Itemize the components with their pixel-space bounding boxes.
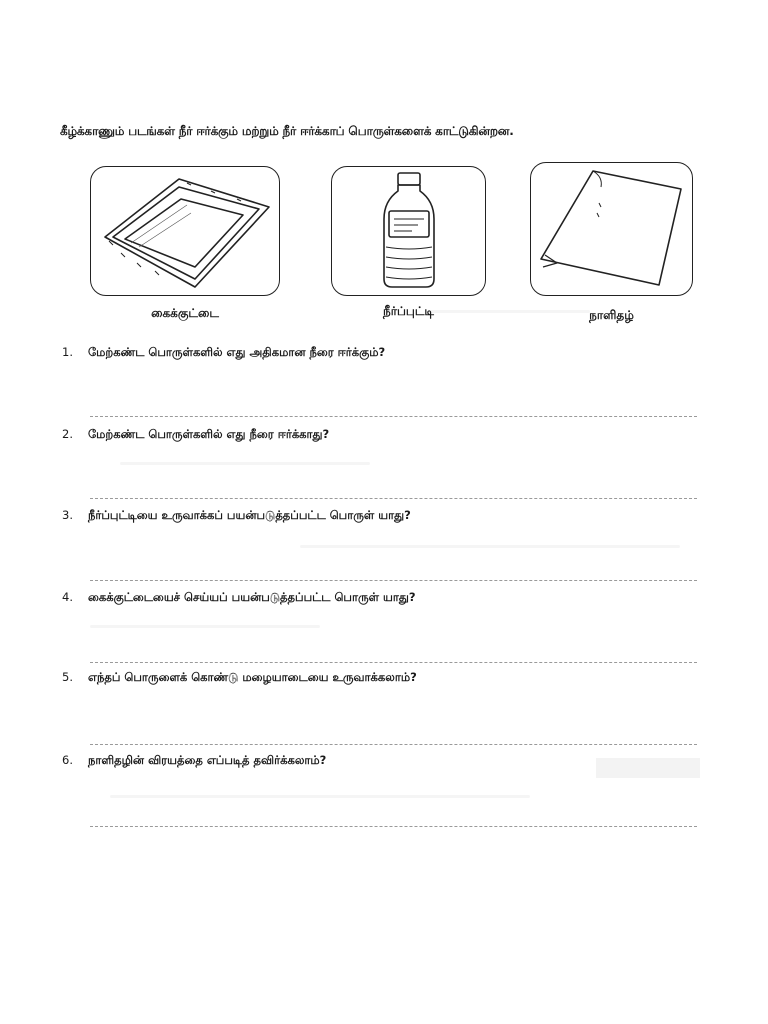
question-text: நீர்ப்புட்டியை உருவாக்கப் பயன்படுத்தப்பட்ட பொருள் யாது? [88, 508, 411, 522]
scan-bleed [90, 625, 320, 628]
picture-frame-newspaper [530, 162, 693, 296]
question-number: 4. [62, 590, 73, 604]
caption-water-bottle: நீர்ப்புட்டி [383, 304, 434, 318]
question-number: 6. [62, 753, 73, 767]
question-3 [62, 508, 411, 524]
question-number: 3. [62, 508, 73, 522]
water-bottle-icon [332, 167, 487, 297]
instruction-text: கீழ்க்காணும் படங்கள் நீர் ஈர்க்கும் மற்றும் நீர் ஈர்க்காப் பொருள்களைக் காட்டுகின்றன. [60, 124, 514, 138]
question-text: மேற்கண்ட பொருள்களில் எது நீரை ஈர்க்காது? [88, 427, 330, 441]
question-number: 5. [62, 670, 73, 684]
question-4 [62, 590, 416, 606]
answer-line-3[interactable] [90, 580, 697, 581]
scan-bleed [120, 462, 370, 465]
handkerchief-icon [91, 167, 281, 297]
picture-frame-handkerchief [90, 166, 280, 296]
newspaper-icon [531, 163, 694, 297]
answer-line-5[interactable] [90, 744, 697, 745]
question-2 [62, 427, 329, 443]
question-text: மேற்கண்ட பொருள்களில் எது அதிகமான நீரை ஈர்க்கும்? [88, 345, 386, 359]
question-text: எந்தப் பொருளைக் கொண்டு மழையாடையை உருவாக்கலாம்? [88, 670, 417, 684]
question-text: கைக்குட்டையைச் செய்யப் பயன்படுத்தப்பட்ட பொருள் யாது? [88, 590, 416, 604]
caption-newspaper: நாளிதழ் [589, 308, 634, 322]
question-number: 2. [62, 427, 73, 441]
scan-bleed [300, 545, 680, 548]
question-text: நாளிதழின் விரயத்தை எப்படித் தவிர்க்கலாம்? [88, 753, 327, 767]
answer-line-6[interactable] [90, 826, 697, 827]
question-6 [62, 753, 326, 769]
scan-bleed [110, 795, 530, 798]
answer-line-1[interactable] [90, 416, 697, 417]
question-1 [62, 345, 385, 361]
answer-line-2[interactable] [90, 498, 697, 499]
picture-frame-water-bottle [331, 166, 486, 296]
answer-line-4[interactable] [90, 662, 697, 663]
question-5 [62, 670, 417, 686]
question-number: 1. [62, 345, 73, 359]
scan-bleed-block [596, 758, 700, 778]
caption-handkerchief: கைக்குட்டை [151, 306, 219, 320]
